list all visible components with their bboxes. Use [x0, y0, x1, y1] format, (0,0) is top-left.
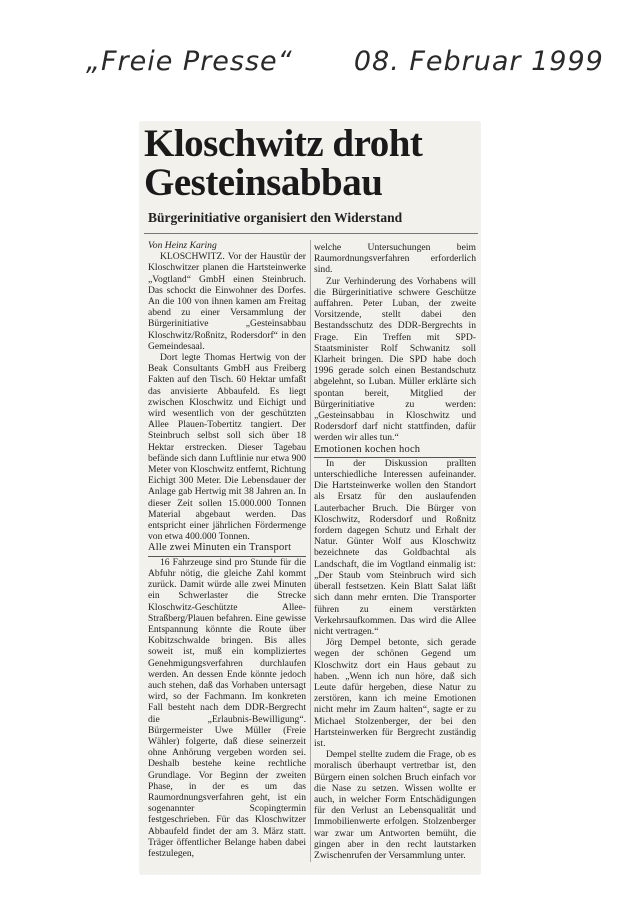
- paragraph: Jörg Dempel betonte, sich gerade wegen der schönen Gegend um Kloschwitz dort ein Haus gebaut zu haben. „Wenn ich nun höre, daß sich Leute dafür hergeben, diese Natur zu zerstören, kann ich meine Emotionen nicht mehr im Zaum halten“, sagte er zu Michael Stolzenberger, der bei den Hartsteinwerken für Bergrecht zuständig ist.: [314, 637, 476, 749]
- paragraph: In der Diskussion prallten unterschiedliche Interessen aufeinander. Die Hartsteinwerke wollen den Standort als Ersatz für den auslaufenden Lauterbacher Bruch. Die Bürger von Kloschwitz, Rodersdorf und Roßnitz fordern dagegen Schutz und Erhalt der Natur. Günter Wolf aus Kloschwitz bezeichnete das Goldbachtal als Landschaft, die im Vogtland einmalig ist: „Der Staub vom Steinbruch wird sich überall festsetzen. Kein Blatt Salat läßt sich dann mehr ernten. Die Transporter führen zu einem verstärkten Verkehrsaufkommen. Das wird die Allee nicht vertragen.“: [314, 457, 476, 637]
- section-heading: Alle zwei Minuten ein Transport: [148, 542, 306, 556]
- article-column-2: [314, 242, 476, 861]
- paragraph: welche Untersuchungen beim Raumordnungsverfahren erforderlich sind.: [314, 242, 476, 276]
- subheadline: Bürgerinitiative organisiert den Widerstand: [148, 210, 403, 225]
- headline-line-1: Kloschwitz droht: [144, 122, 423, 165]
- byline: Von Heinz Karing: [148, 240, 217, 251]
- column-divider: [310, 240, 311, 862]
- paragraph: 16 Fahrzeuge sind pro Stunde für die Abfuhr nötig, die gleiche Zahl kommt zurück. Damit würde alle zwei Minuten ein Schwerlaster die Strecke Kloschwitz-Geschützte Allee-Straßberg/Plauen befahren. Eine gewisse Entspannung könnte die Route über Kobitzschwalde bringen. Bis alles soweit ist, muß ein kompliziertes Genehmigungsverfahren durchlaufen werden. An dessen Ende könnte jedoch auch stehen, daß das Vorhaben untersagt wird, so der Fachmann. Im konkreten Fall besteht nach dem DDR-Bergrecht die „Erlaubnis-Bewilligung“. Bürgermeister Uwe Müller (Freie Wähler) folgerte, daß diese seinerzeit ohne Anhörung vergeben worden sei. Deshalb bestehe keine rechtliche Grundlage. Vor Beginn der zweiten Phase, in der es um das Raumordnungsverfahren geht, ist ein sogenannter Scopingtermin festgeschrieben. Für das Kloschwitzer Abbaufeld findet der am 3. März statt. Träger öffentlicher Belange haben dabei festzulegen,: [148, 556, 306, 859]
- handwritten-annotation: [86, 46, 604, 86]
- paragraph: Dort legte Thomas Hertwig von der Beak Consultants GmbH aus Freiberg Fakten auf den Tisch. 60 Hektar umfaßt das anvisierte Abbaufeld. Es liegt zwischen Kloschwitz und Eichigt und wird wesentlich von der geschützten Allee Plauen-Tobertitz tangiert. Der Steinbruch selbst soll sich über 18 Hektar erstrecken. Dieser Tagebau befände sich dann Luftlinie nur etwa 900 Meter von Kloschwitz entfernt, Richtung Eichigt 300 Meter. Die Lebensdauer der Anlage gab Hertwig mit 38 Jahren an. In dieser Zeit sollen 15.000.000 Tonnen Material abgebaut werden. Das entspricht einer jährlichen Fördermenge von etwa 400.000 Tonnen.: [148, 352, 306, 543]
- section-heading: Emotionen kochen hoch: [314, 444, 476, 458]
- paragraph: Dempel stellte zudem die Frage, ob es moralisch überhaupt vertretbar ist, den Bürgern einen solchen Bruch einfach vor die Nase zu setzen. Wissen wollte er auch, in welcher Form Entschädigungen für den Verlust an Lebensqualität und Immobilienwerte erfolgen. Stolzenberger war zwar um Antworten bemüht, die gingen aber in den recht lautstarken Zwischenrufen der Versammlung unter.: [314, 749, 476, 861]
- paragraph: KLOSCHWITZ. Vor der Haustür der Kloschwitzer planen die Hartsteinwerke „Vogtland“ GmbH einen Steinbruch. Das schockt die Einwohner des Dorfes. An die 100 von ihnen kamen am Freitag abend zu einer Versammlung der Bürgerinitiative „Gesteinsabbau Kloschwitz/Roßnitz, Rodersdorf“ in den Gemeindesaal.: [148, 251, 306, 352]
- headline-line-2: Gesteinsabbau: [144, 161, 383, 204]
- paragraph: Zur Verhinderung des Vorhabens will die Bürgerinitiative schwere Geschütze auffahren. Peter Luban, der zweite Vorsitzende, stellt dabei den Bestandsschutz des DDR-Bergrechts in Frage. Ein Treffen mit SPD-Staatsminister Rolf Schwanitz soll Klarheit bringen. Die SPD habe doch 1996 gerade solch einen Bestandschutz abgelehnt, so Luban. Müller erklärte sich spontan bereit, Mitglied der Bürgerinitiative zu werden: „Gesteinsabbau in Kloschwitz und Rodersdorf darf nicht stattfinden, dafür werden wir alles tun.“: [314, 275, 476, 444]
- article-column-1: [148, 240, 306, 859]
- headline: [144, 124, 478, 202]
- publication-date: 08. Februar 1999: [353, 46, 604, 77]
- newspaper-name: „Freie Presse“: [86, 46, 293, 77]
- headline-divider: [144, 233, 478, 234]
